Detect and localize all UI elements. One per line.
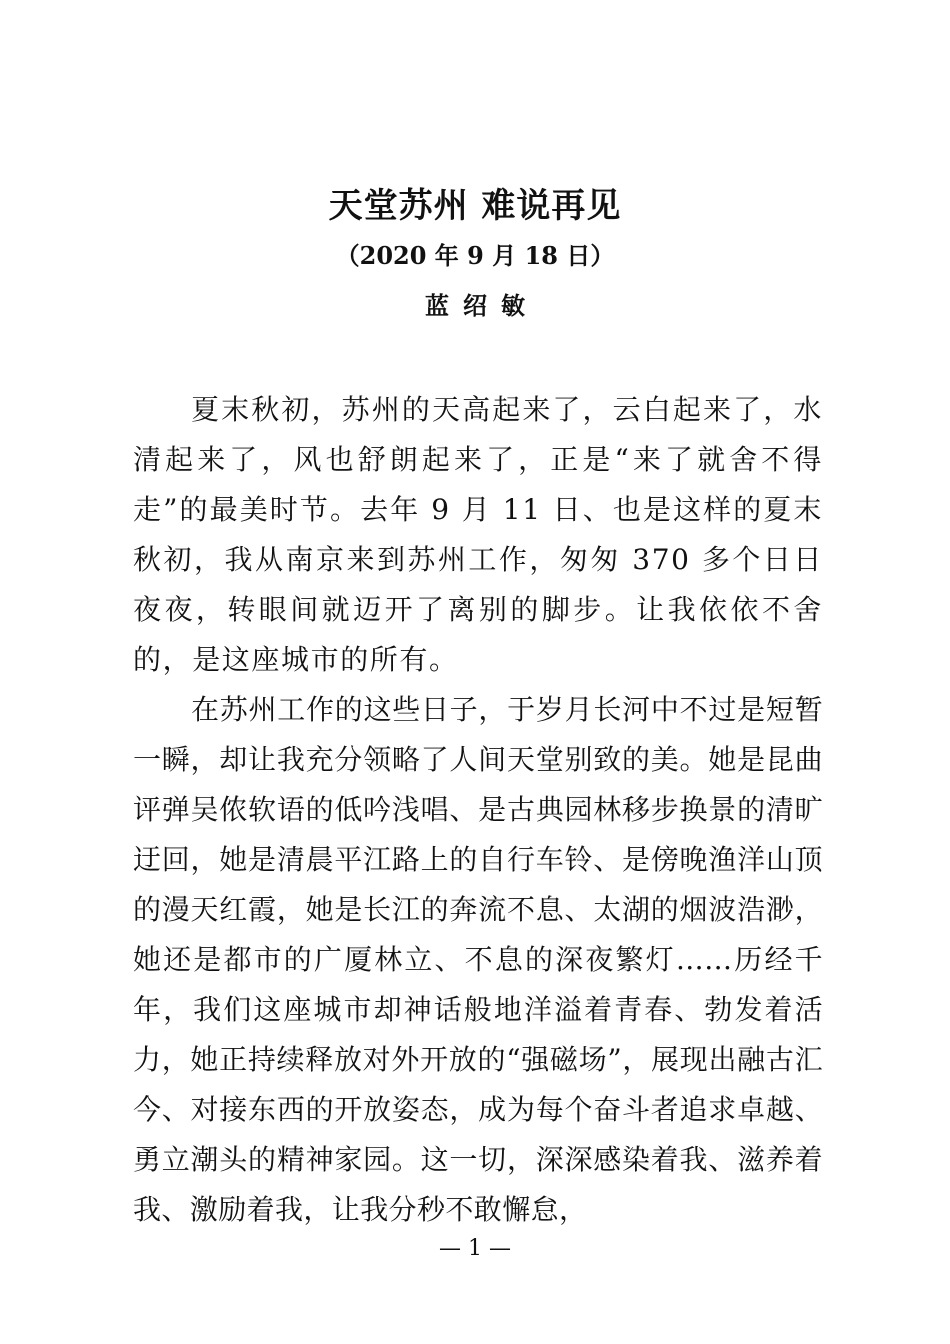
body-paragraph-2: 在苏州工作的这些日子，于岁月长河中不过是短暂一瞬，却让我充分领略了人间天堂别致的美。她是昆曲评弹吴侬软语的低吟浅唱、是古典园林移步换景的清旷迂回，她是清晨平江路上的自行车铃、是傍晚渔洋山顶的漫天红霞，她是长江的奔流不息、太湖的烟波浩渺，她还是都市的广厦林立、不息的深夜繁灯……历经千年，我们这座城市却神话般地洋溢着青春、勃发着活力，她正持续释放对外开放的“强磁场”，展现出融古汇今、对接东西的开放姿态，成为每个奋斗者追求卓越、勇立潮头的精神家园。这一切，深深感染着我、滋养着我、激励着我，让我分秒不敢懈怠， [133,693,823,1226]
document-body [133,385,823,1235]
document-author: 蓝绍敏 [425,291,539,320]
body-paragraph-1: 夏末秋初，苏州的天高起来了，云白起来了，水清起来了，风也舒朗起来了，正是“来了就舍不得走”的最美时节。去年 9 月 11 日、也是这样的夏末秋初，我从南京来到苏州工作，匆匆 370 多个日日夜夜，转眼间就迈开了离别的脚步。让我依依不舍的，是这座城市的所有。 [133,393,823,676]
document-title: 天堂苏州 难说再见 [328,186,622,226]
page-number: — 1 — [439,1236,511,1261]
document-date: （2020 年 9 月 18 日） [335,241,615,270]
